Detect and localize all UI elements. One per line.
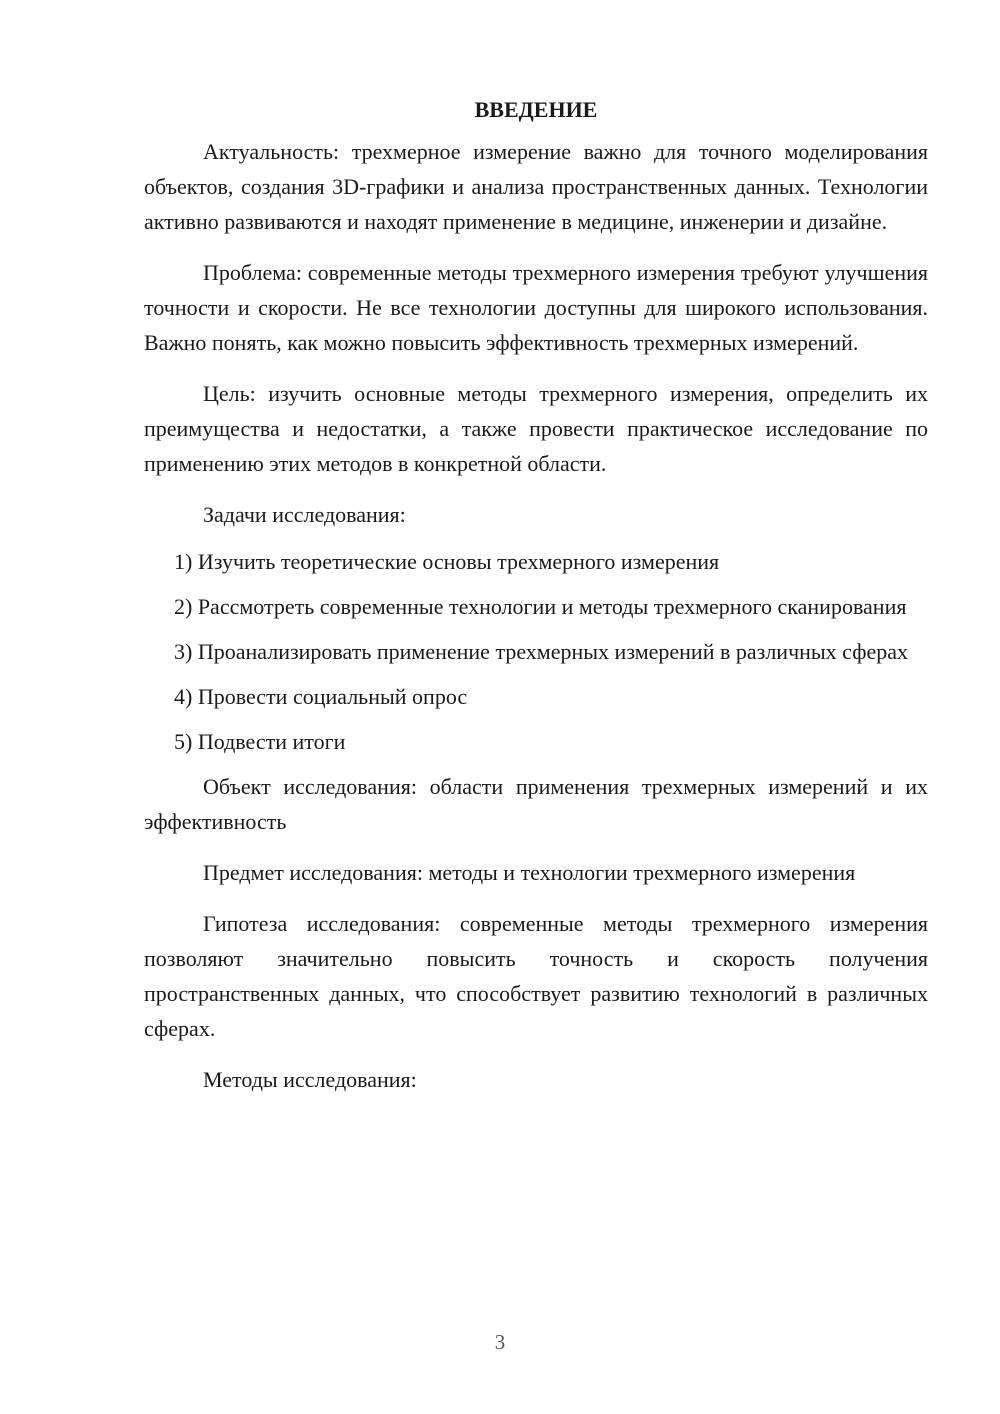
paragraph-problem: Проблема: современные методы трехмерного измерения требуют улучшения точности и скорости. Не все технологии доступны для широкого использования. Важно понять, как можно повысить эффективность трехмерных измерений. bbox=[144, 260, 928, 355]
task-item: 3) Проанализировать применение трехмерных измерений в различных сферах bbox=[174, 639, 909, 664]
task-item: 2) Рассмотреть современные технологии и методы трехмерного сканирования bbox=[174, 594, 907, 619]
paragraph-subject: Предмет исследования: методы и технологии трехмерного измерения bbox=[203, 860, 856, 885]
paragraph-goal: Цель: изучить основные методы трехмерного измерения, определить их преимущества и недостатки, а также провести практическое исследование по применению этих методов в конкретной области. bbox=[144, 381, 928, 476]
page-title: ВВЕДЕНИЕ bbox=[474, 97, 598, 122]
tasks-heading: Задачи исследования: bbox=[203, 502, 406, 527]
task-item: 1) Изучить теоретические основы трехмерного измерения bbox=[174, 549, 720, 574]
task-item: 4) Провести социальный опрос bbox=[174, 684, 468, 709]
page-number: 3 bbox=[494, 1330, 506, 1354]
paragraph-hypothesis: Гипотеза исследования: современные методы трехмерного измерения позволяют значительно повысить точность и скорость получения пространственных данных, что способствует развитию технологий в различных сферах. bbox=[144, 911, 928, 1041]
methods-heading: Методы исследования: bbox=[203, 1067, 417, 1092]
paragraph-object: Объект исследования: области применения трехмерных измерений и их эффективность bbox=[144, 774, 928, 834]
task-item: 5) Подвести итоги bbox=[174, 729, 346, 754]
page-content bbox=[144, 92, 928, 1109]
paragraph-relevance: Актуальность: трехмерное измерение важно для точного моделирования объектов, создания 3D-графики и анализа пространственных данных. Технологии активно развиваются и находят применение в медицине, инженерии и дизайне. bbox=[144, 139, 928, 234]
